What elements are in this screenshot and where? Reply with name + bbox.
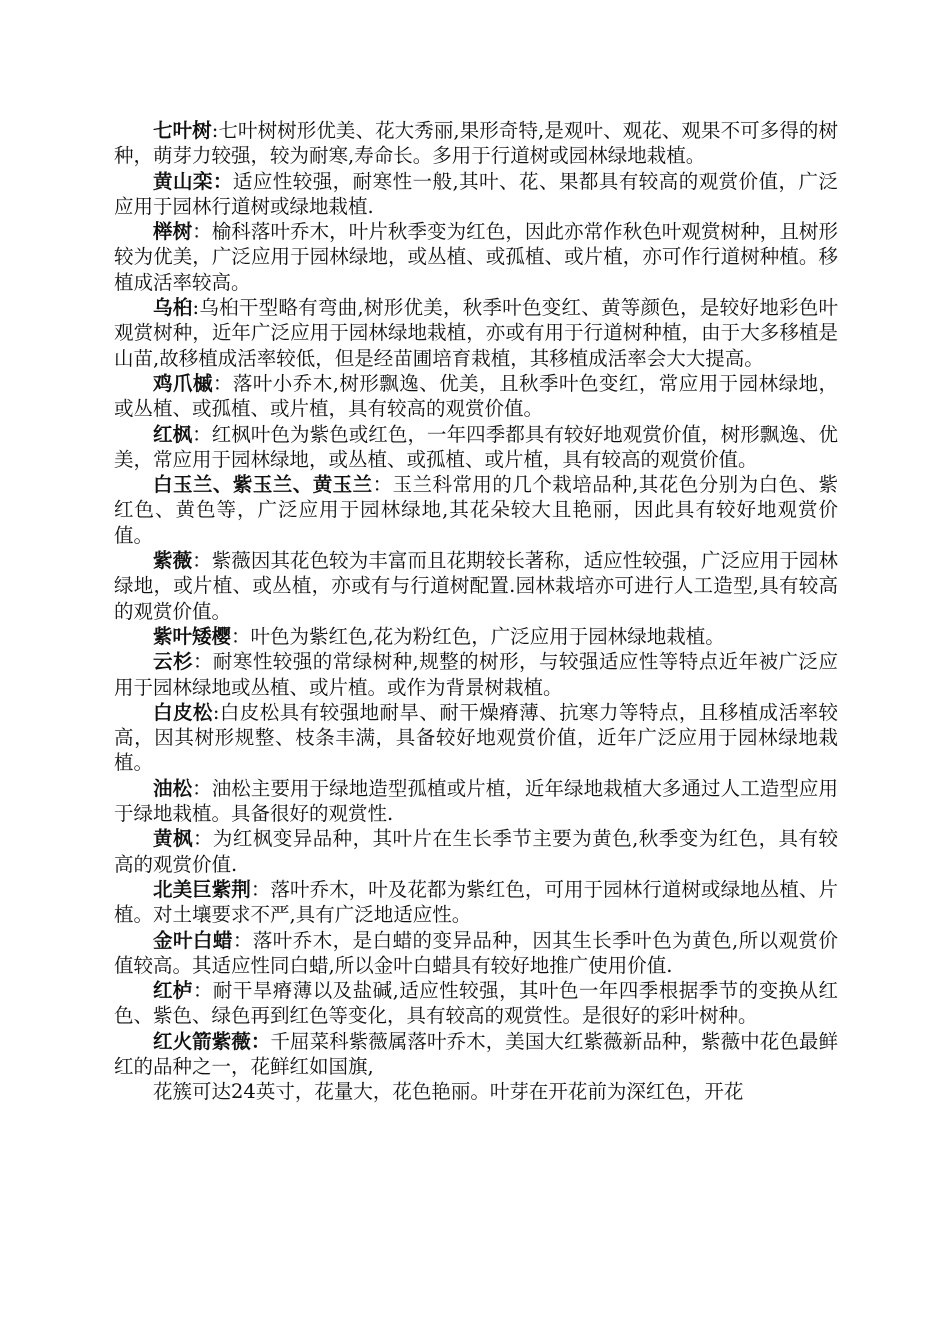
entry-term: 黄山栾： [153,169,233,193]
entry-text: ：叶色为紫红色,花为粉红色，广泛应用于园林绿地栽植。 [231,624,725,648]
entry-term: 鸡爪槭 [153,371,213,395]
entry-term: 七叶树 [153,119,212,142]
entry-text: :七叶树树形优美、花大秀丽,果形奇特,是观叶、观花、观果不可多得的树种，萌芽力较强，较为耐寒,寿命长。多用于行道树或园林绿地栽植。 [114,119,838,168]
entry-text: ：落叶乔木，叶及花都为紫红色，可用于园林行道树或绿地丛植、片植。对土壤要求不严,具有广泛地适应性。 [114,877,838,927]
entry-term: 红栌 [153,979,193,1003]
entry-term: 紫薇 [153,549,193,573]
entry-text: ：耐寒性较强的常绿树种,规整的树形，与较强适应性等特点近年被广泛应用于园林绿地或丛植、或片植。或作为背景树栽植。 [114,650,838,699]
entry-term: 油松 [153,776,193,800]
entry-text: 花簇可达24英寸，花量大，花色艳丽。叶芽在开花前为深红色，开花 [153,1080,744,1104]
entry-text: ：为红枫变异品种，其叶片在生长季节主要为黄色,秋季变为红色，具有较高的观赏价值. [114,827,838,876]
entry-paragraph [114,1029,838,1080]
entry-text: ：紫薇因其花色较为丰富而且花期较长著称，适应性较强，广泛应用于园林绿地，或片植、或丛植，亦或有与行道树配置.园林栽培亦可进行人工造型,具有较高的观赏价值。 [114,549,838,623]
entry-term: 红枫 [153,422,193,446]
entry-term: 紫叶矮樱 [153,624,232,648]
entry-paragraph [114,219,838,295]
entry-paragraph [114,978,838,1029]
entry-paragraph [114,169,838,220]
entry-text: ：玉兰科常用的几个栽培品种,其花色分别为白色、紫红色、黄色等，广泛应用于园林绿地,其花朵较大且艳丽，因此具有较好地观赏价值。 [114,473,838,547]
entry-text: ：红枫叶色为紫色或红色，一年四季都具有较好地观赏价值，树形飘逸、优美，常应用于园林绿地，或丛植、或孤植、或片植，具有较高的观赏价值。 [114,422,838,471]
entry-text: ：耐干旱瘠薄以及盐碱,适应性较强，其叶色一年四季根据季节的变换从红色、紫色、绿色再到红色等变化，具有较高的观赏性。是很好的彩叶树种。 [114,979,838,1028]
entry-term: 榉树 [153,220,193,244]
entry-paragraph [114,472,838,548]
entry-paragraph [114,877,838,928]
entry-text: ：落叶乔木，是白蜡的变异品种，因其生长季叶色为黄色,所以观赏价值较高。其适应性同白蜡,所以金叶白蜡具有较好地推广使用价值. [114,928,838,977]
entry-text: ：落叶小乔木,树形飘逸、优美，且秋季叶色变红，常应用于园林绿地，或丛植、或孤植、或片植，具有较高的观赏价值。 [114,371,838,421]
document-body [114,118,838,1105]
entry-paragraph [114,548,838,624]
entry-term: 红火箭紫薇： [153,1029,271,1053]
entry-paragraph [114,826,838,877]
entry-text: :白皮松具有较强地耐旱、耐干燥瘠薄、抗寒力等特点，且移植成活率较高，因其树形规整、枝条丰满，具备较好地观赏价值，近年广泛应用于园林绿地栽植。 [114,700,838,775]
entry-term: 金叶白蜡 [153,928,233,952]
entry-text: 适应性较强，耐寒性一般,其叶、花、果都具有较高的观赏价值，广泛应用于园林行道树或绿地栽植. [114,169,838,218]
entry-paragraph [114,928,838,979]
entry-text: ：榆科落叶乔木，叶片秋季变为红色，因此亦常作秋色叶观赏树种，且树形较为优美，广泛应用于园林绿地，或丛植、或孤植、或片植，亦可作行道树种植。移植成活率较高。 [114,220,838,294]
entry-term: 白皮松 [153,700,213,724]
continuation-paragraph [114,1079,838,1104]
entry-term: 乌桕 [153,296,193,320]
entry-paragraph [114,118,838,169]
entry-paragraph [114,624,838,649]
entry-term: 北美巨紫荆 [153,877,251,901]
entry-term: 黄枫 [153,827,193,851]
entry-text: :乌桕干型略有弯曲,树形优美，秋季叶色变红、黄等颜色，是较好地彩色叶观赏树种，近年广泛应用于园林绿地栽植，亦或有用于行道树种植，由于大多移植是山苗,故移植成活率较低，但是经苗圃培育栽植，其移植成活率会大大提高。 [114,296,838,370]
entry-paragraph [114,295,838,371]
entry-paragraph [114,700,838,776]
entry-paragraph [114,422,838,473]
entry-text: 千屈菜科紫薇属落叶乔木，美国大红紫薇新品种，紫薇中花色最鲜红的品种之一，花鲜红如国旗, [114,1029,838,1078]
entry-term: 白玉兰、紫玉兰、黄玉兰 [153,473,373,497]
entry-term: 云杉 [153,650,193,674]
entry-text: ：油松主要用于绿地造型孤植或片植，近年绿地栽植大多通过人工造型应用于绿地栽植。具备很好的观赏性. [114,776,838,826]
entry-paragraph [114,776,838,827]
entry-paragraph [114,371,838,422]
entry-paragraph [114,649,838,700]
